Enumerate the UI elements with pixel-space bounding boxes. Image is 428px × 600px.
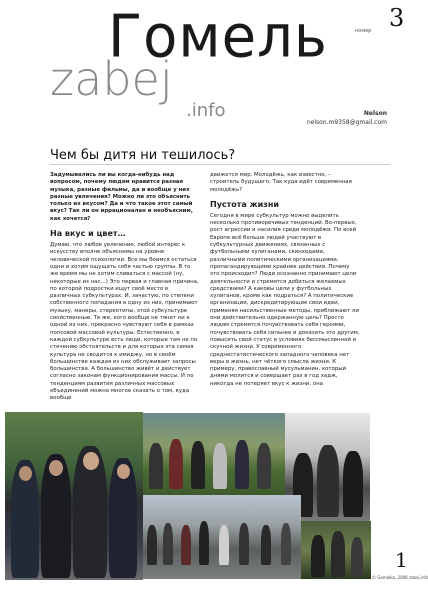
article-lead: Задумывались ли вы когда-нибудь над вопросом, почему людям нравится разная музыка, разные фильмы, да и вообще у них разные увлечения? Можно ли это объяснить только их вкусом? Да и что такое этот самый вкус? Так ли он иррационален и необъясним, как хочется? <box>50 172 193 222</box>
article-headline: Чем бы дитя ни тешилось? <box>50 148 236 163</box>
photo-march <box>139 495 301 579</box>
photo-small-group <box>301 521 371 579</box>
masthead-title: Гомель <box>108 2 328 71</box>
section-body: Сегодня в мире субкультур можно выделить несколько противоречивых тенденций. Во-первых, рост агрессии и насилия среди молодёжи. По всей Европе всё больше людей участвуют в субкультурных движениях, связанных с футбольными хулиганами, скинхедами, различными политическими организациями, пропагандирующими крайнее действия. Почему это происходит? Люди осознанно принимают цели деятельности и стремятся добиться желаемых средствами? А каковы цели у футбольных хулиганов, кроме как подраться? А политические организации, дискредитирующие свои идеи, применяя насильственные методы, приближают ли они действительно одержанную цель? Просто людям стремятся почувствовать себя героями, почувствовать себя сильнее и доказать это другим, повысить свой статус в условиях бессмысленной и скучной жизни. У современного среднестатистического западного человека нет веры в жизнь, нет чёткого смысла жизни. К примеру, православный мусульманин, который днями молится и совершает раз в год хадж, никогда не потеряет вкус к жизни, она <box>210 212 360 387</box>
photo-crowd-street <box>139 413 285 495</box>
brand-logo-main: zabej <box>50 52 173 106</box>
issue-number: 3 <box>389 4 405 32</box>
issue-label: номер <box>355 28 372 34</box>
section-heading: Пустота жизни <box>210 199 279 209</box>
section-body-continued: движется мир. Молодёжь, как известно, – строитель будущего. Так куда идёт современная молодёжь? <box>210 172 352 193</box>
article-column-right <box>210 172 360 388</box>
section-body: Думаю, что любое увлечение, любой интерес к искусству вполне объяснимы на уровне человеческой психологии. Все мы боимся остаться одни и хотим ощущать себя частью группы. В то же время мы не хотим сливаться с массой (ну, некоторые из нас…) Это первая и главная причина, по которой подростки ищут своё место в различных субкультурах. И, зачастую, по степени собственного попадания в одну из них, принимают музыку, манеры, стереотипы, этой субкультуре свойственные. Те же, кого вообще не тянет ни к одной из них, прекрасно чувствуют себя в рамках попсовой массовой культуры. Естественно, в каждой субкультуре есть люди, которые там не по стечению обстоятельств и для которых эта самая культура не сводится к имиджу, но в своём большинстве каждая из них обслуживает запросы большинства. А большинство живёт и действует согласно законам функционирования массы. И по тенденциям развития различных массовых объединений можно многое сказать о том, куда вообще <box>50 242 199 402</box>
brand-logo-sub: .info <box>186 100 226 121</box>
page-number: 1 <box>395 548 408 572</box>
footer-credit: © Gomelka, 2008 zabej.info <box>372 575 428 580</box>
headline-divider <box>50 164 390 165</box>
photo-hooligans <box>5 412 143 580</box>
author-email[interactable]: nelson.m9358@gmail.com <box>306 119 387 126</box>
section-heading: На вкус и цвет… <box>50 229 126 239</box>
author-name: Nelson <box>363 110 387 117</box>
article-column-left <box>50 172 200 403</box>
